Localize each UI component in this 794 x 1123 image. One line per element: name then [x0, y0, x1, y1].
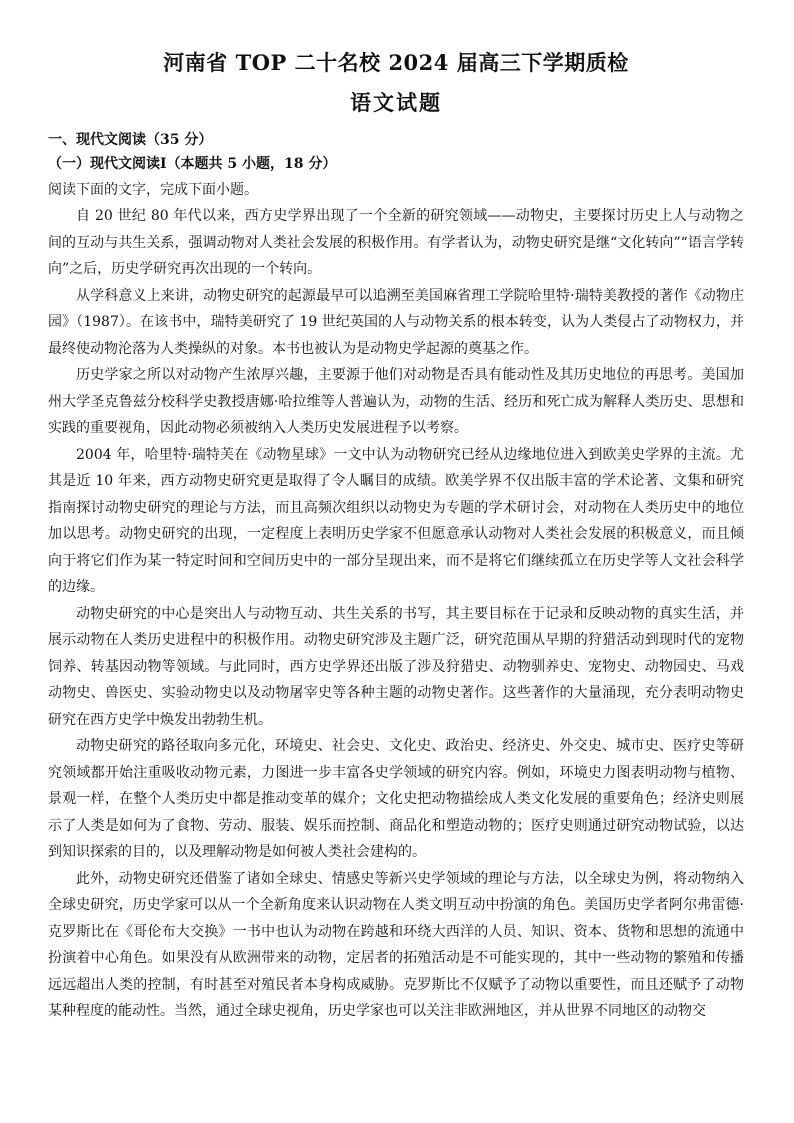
- exam-title: 河南省 TOP 二十名校 2024 届高三下学期质检: [163, 50, 629, 75]
- article-paragraph-7: 此外，动物史研究还借鉴了诸如全球史、情感史等新兴史学领域的理论与方法，以全球史为例，将动物纳入全球史研究，历史学家可以从一个全新角度来认识动物在人类文明互动中扮演的角色。美国历史学者阿尔弗雷德·克罗斯比在《哥伦布大交换》一书中也认为动物在跨越和环绕大西洋的人员、知识、资本、货物和思想的流通中扮演着中心角色。如果没有从欧洲带来的动物，定居者的拓殖活动是不可能实现的，其中一些动物的繁殖和传播远远超出人类的控制，有时甚至对殖民者本身构成威胁。克罗斯比不仅赋予了动物以重要性，而且还赋予了动物某种程度的能动性。当然，通过全球史视角，历史学家也可以关注非欧洲地区，并从世界不同地区的动物交: [48, 870, 744, 1019]
- article-body: [48, 203, 744, 1025]
- exam-subtitle: 语文试题: [350, 90, 442, 115]
- article-paragraph-4: 2004 年，哈里特·瑞特芙在《动物星球》一文中认为动物研究已经从边缘地位进入到欧美史学界的主流。尤其是近 10 年来，西方动物史研究更是取得了令人瞩目的成绩。欧美学界不仅出版丰富的学术论著、文集和研究指南探讨动物史研究的理论与方法，而且高频次组织以动物史为专题的学术研讨会，对动物在人类历史中的地位加以思考。动物史研究的出现，一定程度上表明历史学家不但愿意承认动物对人类社会发展的积极意义，而且倾向于将它们作为某一特定时间和空间历史中的一部分呈现出来，而不是将它们继续孤立在历史学等人文社会科学的边缘。: [48, 446, 744, 595]
- section-heading: 一、现代文阅读（35 分）: [48, 132, 213, 148]
- article-paragraph-5: 动物史研究的中心是突出人与动物互动、共生关系的书写，其主要目标在于记录和反映动物的真实生活，并展示动物在人类历史进程中的积极作用。动物史研究涉及主题广泛，研究范围从早期的狩猎活动到现时代的宠物饲养、转基因动物等领域。与此同时，西方史学界还出版了涉及狩猎史、动物驯养史、宠物史、动物园史、马戏动物史、兽医史、实验动物史以及动物屠宰史等各种主题的动物史著作。这些著作的大量涌现，充分表明动物史研究在西方史学中焕发出勃勃生机。: [48, 605, 744, 728]
- article-paragraph-6: 动物史研究的路径取向多元化，环境史、社会史、文化史、政治史、经济史、外交史、城市史、医疗史等研究领域都开始注重吸收动物元素，力图进一步丰富各史学领域的研究内容。例如，环境史力图表明动物与植物、景观一样，在整个人类历史中都是推动变革的媒介；文化史把动物描绘成人类文化发展的重要角色；经济史则展示了人类是如何为了食物、劳动、服装、娱乐而控制、商品化和塑造动物的；医疗史则通过研究动物试验，以达到知识探索的目的，以及理解动物是如何被人类社会建构的。: [48, 738, 744, 860]
- article-paragraph-1: 自 20 世纪 80 年代以来，西方史学界出现了一个全新的研究领域——动物史，主要探讨历史上人与动物之间的互动与共生关系，强调动物对人类社会发展的积极作用。有学者认为，动物史研究是继“文化转向”“语言学转向”之后，历史学研究再次出现的一个转向。: [48, 208, 744, 277]
- reading-instruction: 阅读下面的文字，完成下面小题。: [48, 182, 258, 198]
- subsection-heading: （一）现代文阅读Ⅰ（本题共 5 小题，18 分）: [48, 156, 337, 172]
- article-paragraph-3: 历史学家之所以对动物产生浓厚兴趣，主要源于他们对动物是否具有能动性及其历史地位的再思考。美国加州大学圣克鲁兹分校科学史教授唐娜·哈拉维等人普遍认为，动物的生活、经历和死亡成为解释人类历史、思想和实践的重要视角，因此动物必须被纳入人类历史发展进程予以考察。: [48, 367, 744, 436]
- article-paragraph-2: 从学科意义上来讲，动物史研究的起源最早可以追溯至美国麻省理工学院哈里特·瑞特美教授的著作《动物庄园》（1987）。在该书中，瑞特美研究了 19 世纪英国的人与动物关系的根本转变，认为人类侵占了动物权力，并最终使动物沦落为人类操纵的对象。本书也被认为是动物史学起源的奠基之作。: [48, 287, 744, 357]
